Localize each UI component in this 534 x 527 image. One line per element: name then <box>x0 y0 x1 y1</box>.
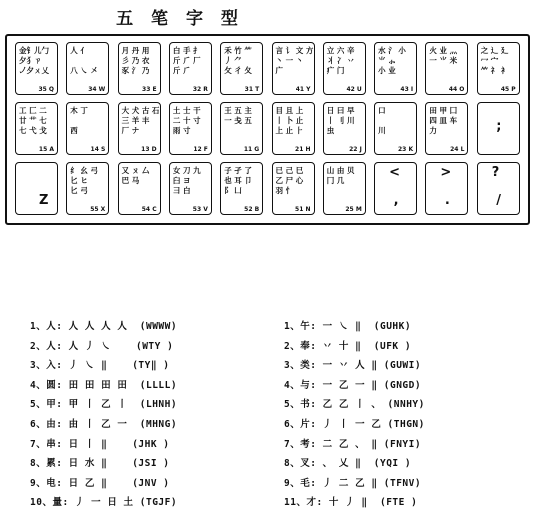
example-line: 3、类: 一 丷 人 ‖ (GUWI) <box>284 360 422 372</box>
key <box>272 162 315 215</box>
key-radicals: 言 讠 文 方 丶 一 丶 广 <box>275 46 314 75</box>
key <box>323 102 366 155</box>
example-line: 1、人: 人 人 人 人 (WWWW) <box>30 321 178 332</box>
key-radicals: 口 川 <box>378 106 386 135</box>
key <box>15 102 58 155</box>
key-code: 32 R <box>192 86 208 93</box>
example-line: 7、考: 二 乙 、 ‖ (FNYI) <box>284 438 422 450</box>
key-code: 15 A <box>38 146 54 153</box>
example-line: 6、由: 由 丨 乙 一 (MHNG) <box>30 419 178 430</box>
key-radicals: 日 曰 早 丨 刂 川 虫 <box>326 106 355 135</box>
key-code: 33 E <box>142 86 157 93</box>
key-radicals: 土 士 干 二 十 寸 雨 寸 <box>172 106 201 135</box>
example-line: 9、毛: 丿 二 乙 ‖ (TFNV) <box>284 477 422 489</box>
key-code: 12 F <box>193 146 208 153</box>
key <box>118 102 161 155</box>
key <box>66 162 109 215</box>
key <box>15 42 58 95</box>
key-code: 35 Q <box>38 86 54 93</box>
example-line: 4、与: 一 乙 一 ‖ (GNGD) <box>284 379 422 391</box>
key <box>118 162 161 215</box>
key-radicals: 子 孑 了 也 耳 卩 阝 凵 <box>224 166 252 195</box>
key-radicals: ? / <box>491 165 501 208</box>
key <box>220 42 263 95</box>
key-code: 42 U <box>346 86 362 93</box>
example-line: 5、书: 乙 乙 丨 、 (NNHY) <box>284 399 425 411</box>
key-code: 51 N <box>295 206 311 213</box>
key-radicals: 之 辶 廴 冖 宀 ⺮ 礻 衤 <box>480 46 509 75</box>
key-code: 25 M <box>345 206 362 213</box>
key <box>272 102 315 155</box>
key-code: 53 V <box>192 206 208 213</box>
key <box>374 162 417 215</box>
key-code: 22 J <box>349 146 362 153</box>
example-line: 9、电: 日 乙 ‖ (JNV ) <box>30 477 170 489</box>
key-code: 14 S <box>90 146 106 153</box>
key <box>169 162 212 215</box>
key-radicals: 白 手 扌 斤 ⺁ 厂 斤 ⺁ <box>172 46 201 75</box>
example-line: 2、人: 人 丿 ㇏ (WTY ) <box>30 340 174 352</box>
example-line: 2、奉: 丷 十 ‖ (UFK ) <box>284 340 412 352</box>
key-code: 34 W <box>88 86 106 93</box>
key <box>66 102 109 155</box>
key-radicals: 木 丁 西 <box>70 106 88 135</box>
example-line: 3、入: 丿 ㇏ ‖ (TY‖ ) <box>30 360 170 372</box>
key <box>272 42 315 95</box>
example-line: 4、圆: 田 田 田 田 (LLLL) <box>30 379 178 391</box>
key <box>220 162 263 215</box>
key <box>323 162 366 215</box>
example-line: 10、量: 丿 一 日 土 (TGJF) <box>30 497 178 509</box>
key-code: 52 B <box>244 206 260 213</box>
key <box>425 102 468 155</box>
key-code: 31 T <box>244 86 260 93</box>
key-radicals: 水 氵 小 ⺌ ⺗ 小 业 <box>378 46 406 75</box>
key-radicals: 田 甲 囗 四 皿 车 力 <box>429 106 458 135</box>
key-radicals: 工 匚 二 廿 艹 七 七 弋 戈 <box>19 106 47 135</box>
key <box>477 102 520 155</box>
key-radicals: 大 犬 古 石 三 羊 丰 厂 ナ <box>121 106 160 135</box>
key-radicals: 人 亻 八 ㇏ 㐅 <box>70 46 99 75</box>
keyboard-diagram <box>5 34 530 225</box>
key-code: 45 P <box>500 86 516 93</box>
key-radicals: < , <box>389 165 400 208</box>
key-radicals: 禾 竹 ⺮ 丿 ⺈ 攵 彳 夂 <box>224 46 252 75</box>
key-code: 44 O <box>448 86 465 93</box>
example-line: 1、午: 一 ㇏ ‖ (GUHK) <box>284 321 412 332</box>
key-code: 23 K <box>398 146 414 153</box>
key-radicals: 山 由 贝 冂 几 <box>326 166 355 185</box>
key-radicals: 已 己 巳 乙 尸 心 羽 忄 <box>275 166 304 195</box>
key-radicals: 火 业 灬 一 ⺌ 米 <box>429 46 458 65</box>
example-line: 8、累: 日 水 ‖ (JSI ) <box>30 458 170 470</box>
key-code: 41 Y <box>295 86 311 93</box>
key-radicals: 纟 幺 弓 匕 ヒ 匕 弓 <box>70 166 99 195</box>
key-radicals: 又 ㄡ 厶 巴 马 <box>121 166 150 185</box>
key <box>374 102 417 155</box>
key <box>220 102 263 155</box>
key <box>66 42 109 95</box>
key-code: 11 G <box>243 146 260 153</box>
key-code: 54 C <box>141 206 157 213</box>
key-radicals: 月 丹 用 彡 乃 衣 豕 氵 乃 <box>121 46 150 75</box>
key <box>425 42 468 95</box>
key <box>118 42 161 95</box>
key-radicals: 女 刀 九 臼 ヨ 彐 白 <box>172 166 201 195</box>
key-code: 13 D <box>141 146 157 153</box>
key <box>169 42 212 95</box>
key <box>425 162 468 215</box>
example-line: 11、才: 十 丿 ‖ (FTE ) <box>284 497 418 509</box>
key <box>477 162 520 215</box>
page-title: 五 笔 字 型 <box>116 9 244 29</box>
key-radicals: 金钅儿勹 夕犭ㄗ ㇢夕ㄨ乂 <box>19 46 49 75</box>
key <box>15 162 58 215</box>
key <box>323 42 366 95</box>
key-radicals: 立 六 辛 丬 冫 丷 疒 门 <box>326 46 355 75</box>
key-radicals: > . <box>440 165 452 208</box>
key-code: 24 L <box>450 146 465 153</box>
key <box>374 42 417 95</box>
key <box>169 102 212 155</box>
example-line: 6、片: 丿 丨 一 乙 (THGN) <box>284 419 425 430</box>
key-radicals: 目 且 上 丨 卜 止 上 止 ⺊ <box>275 106 304 135</box>
key-radicals: 王 五 主 一 戋 五 <box>224 106 252 125</box>
key-radicals: Z <box>39 193 49 208</box>
example-line: 7、串: 日 丨 ‖ (JHK ) <box>30 438 170 450</box>
key-code: 43 I <box>400 86 414 93</box>
key-code: 55 X <box>90 206 106 213</box>
key-code: 21 H <box>295 146 311 153</box>
example-line: 5、甲: 甲 丨 乙 丨 (LHNH) <box>30 399 178 411</box>
example-line: 8、叉: 、 乂 ‖ (YQI ) <box>284 458 412 470</box>
key <box>477 42 520 95</box>
key-radicals: ; <box>496 119 502 134</box>
